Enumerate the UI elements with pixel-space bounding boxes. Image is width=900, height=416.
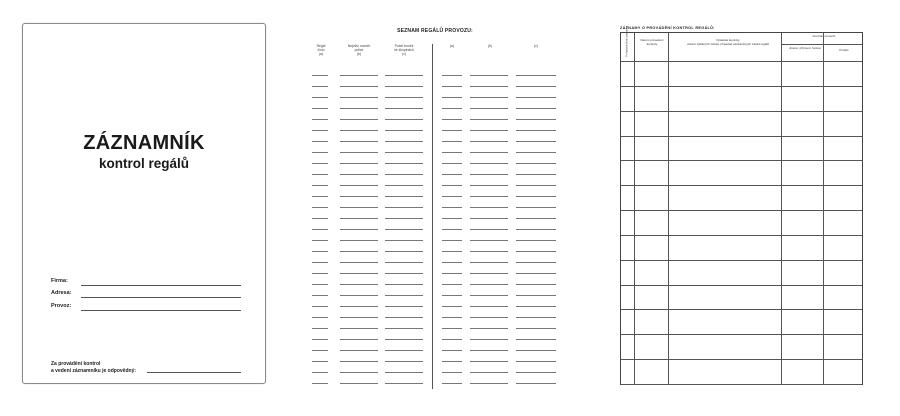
rack-list-entry-line[interactable] (385, 108, 423, 109)
rack-list-entry-line[interactable] (516, 306, 556, 307)
rack-list-entry-line[interactable] (470, 350, 508, 351)
rack-list-entry-line[interactable] (442, 284, 462, 285)
rack-list-entry-line[interactable] (312, 284, 328, 285)
records-row-line (621, 111, 862, 112)
rack-list-entry-line[interactable] (312, 130, 328, 131)
rack-list-entry-line[interactable] (470, 361, 508, 362)
rack-list-entry-line[interactable] (385, 119, 423, 120)
rack-list-entry-line[interactable] (340, 273, 378, 274)
rack-list-entry-line[interactable] (470, 273, 508, 274)
records-col-date: Datum provedení kontroly (640, 38, 664, 46)
rack-list-entry-line[interactable] (312, 339, 328, 340)
rack-list-entry-line[interactable] (470, 108, 508, 109)
rack-list-header-a2: (a) (449, 44, 455, 48)
rack-list-entry-line[interactable] (340, 295, 378, 296)
rack-list-entry-line[interactable] (516, 339, 556, 340)
records-page (604, 20, 872, 392)
rack-list-entry-line[interactable] (516, 163, 556, 164)
rack-list-entry-line[interactable] (442, 372, 462, 373)
rack-list-entry-line[interactable] (470, 86, 508, 87)
records-title: ZÁZNAMY O PROVÁDĚNÍ KONTROL REGÁLŮ: (620, 26, 715, 30)
rack-list-entry-line[interactable] (442, 240, 462, 241)
rack-list-entry-line[interactable] (442, 262, 462, 263)
responsible-line2: a vedení záznamníku je odpovědný: (51, 368, 137, 374)
records-row-line (621, 185, 862, 186)
rack-list-entry-line[interactable] (470, 196, 508, 197)
rack-list-entry-line[interactable] (312, 229, 328, 230)
rack-list-entry-line[interactable] (340, 350, 378, 351)
rack-list-entry-line[interactable] (340, 328, 378, 329)
rack-list-entry-line[interactable] (312, 108, 328, 109)
rack-list-entry-line[interactable] (442, 317, 462, 318)
rack-list-entry-line[interactable] (385, 328, 423, 329)
rack-list-entry-line[interactable] (516, 152, 556, 153)
rack-list-entry-line[interactable] (340, 163, 378, 164)
rack-list-entry-line[interactable] (385, 185, 423, 186)
rack-list-entry-line[interactable] (470, 218, 508, 219)
rack-list-entry-line[interactable] (442, 97, 462, 98)
rack-list-entry-line[interactable] (385, 295, 423, 296)
rack-list-entry-line[interactable] (516, 97, 556, 98)
rack-list-entry-line[interactable] (340, 207, 378, 208)
rack-list-entry-line[interactable] (385, 207, 423, 208)
rack-list-entry-line[interactable] (312, 251, 328, 252)
rack-list-header-b2: (b) (487, 44, 493, 48)
rack-list-entry-line[interactable] (516, 295, 556, 296)
rack-list-entry-line[interactable] (516, 86, 556, 87)
rack-list-entry-line[interactable] (312, 196, 328, 197)
rack-list-entry-line[interactable] (516, 185, 556, 186)
rack-list-title: SEZNAM REGÁLŮ PROVOZU: (397, 28, 473, 34)
rack-list-entry-line[interactable] (470, 284, 508, 285)
rack-list-entry-line[interactable] (470, 185, 508, 186)
rack-list-header-a: Regál číslo (a) (316, 44, 326, 57)
rack-list-entry-line[interactable] (470, 163, 508, 164)
rack-list-entry-line[interactable] (385, 372, 423, 373)
field-operation-line (81, 310, 241, 311)
rack-list-entry-line[interactable] (470, 339, 508, 340)
rack-list-entry-line[interactable] (442, 218, 462, 219)
rack-list-entry-line[interactable] (385, 284, 423, 285)
records-col-number: Pořadové číslo záznamu (624, 25, 629, 57)
records-row-line (621, 160, 862, 161)
rack-list-entry-line[interactable] (312, 207, 328, 208)
rack-list-entry-line[interactable] (516, 273, 556, 274)
rack-list-entry-line[interactable] (470, 75, 508, 76)
rack-list-entry-line[interactable] (516, 262, 556, 263)
rack-list-entry-line[interactable] (516, 75, 556, 76)
rack-list-entry-line[interactable] (385, 251, 423, 252)
rack-list-entry-line[interactable] (340, 174, 378, 175)
rack-list-entry-line[interactable] (385, 339, 423, 340)
rack-list-entry-line[interactable] (340, 240, 378, 241)
records-row-line (621, 260, 862, 261)
rack-list-entry-line[interactable] (442, 86, 462, 87)
rack-list-entry-line[interactable] (385, 350, 423, 351)
field-company-label: Firma: (51, 278, 68, 284)
rack-list-entry-line[interactable] (385, 86, 423, 87)
records-col-name: Jméno, příjmení, funkce (788, 46, 821, 50)
rack-list-entry-line[interactable] (312, 240, 328, 241)
rack-list-entry-line[interactable] (470, 306, 508, 307)
rack-list-entry-line[interactable] (442, 141, 462, 142)
rack-list-entry-line[interactable] (516, 174, 556, 175)
rack-list-entry-line[interactable] (442, 163, 462, 164)
rack-list-entry-line[interactable] (516, 251, 556, 252)
rack-list-entry-line[interactable] (470, 262, 508, 263)
rack-list-entry-line[interactable] (312, 163, 328, 164)
rack-list-entry-line[interactable] (470, 383, 508, 384)
rack-list-entry-line[interactable] (516, 361, 556, 362)
rack-list-entry-line[interactable] (385, 130, 423, 131)
rack-list-entry-line[interactable] (340, 152, 378, 153)
rack-list-entry-line[interactable] (442, 119, 462, 120)
rack-list-entry-line[interactable] (442, 339, 462, 340)
rack-list-entry-line[interactable] (442, 174, 462, 175)
rack-list-entry-line[interactable] (312, 262, 328, 263)
rack-list-entry-line[interactable] (516, 240, 556, 241)
rack-list-entry-line[interactable] (516, 383, 556, 384)
rack-list-entry-line[interactable] (340, 75, 378, 76)
rack-list-entry-line[interactable] (312, 317, 328, 318)
rack-list-entry-line[interactable] (442, 185, 462, 186)
rack-list-entry-line[interactable] (340, 339, 378, 340)
rack-list-page (300, 20, 570, 392)
rack-list-entry-line[interactable] (442, 350, 462, 351)
field-company-line (81, 285, 241, 286)
rack-list-entry-line[interactable] (312, 185, 328, 186)
rack-list-entry-line[interactable] (516, 218, 556, 219)
rack-list-entry-line[interactable] (516, 328, 556, 329)
rack-list-entry-line[interactable] (470, 207, 508, 208)
rack-list-entry-line[interactable] (385, 174, 423, 175)
responsible-block[interactable] (51, 361, 241, 375)
rack-list-entry-line[interactable] (442, 295, 462, 296)
rack-list-entry-line[interactable] (385, 262, 423, 263)
rack-list-entry-line[interactable] (470, 97, 508, 98)
rack-list-entry-line[interactable] (470, 372, 508, 373)
cover-title: ZÁZNAMNÍK (83, 132, 205, 154)
field-address-label: Adresa: (51, 290, 72, 296)
rack-list-entry-line[interactable] (516, 207, 556, 208)
rack-list-entry-line[interactable] (385, 196, 423, 197)
rack-list-entry-line[interactable] (340, 130, 378, 131)
rack-list-entry-line[interactable] (340, 372, 378, 373)
rack-list-entry-line[interactable] (385, 229, 423, 230)
rack-list-entry-line[interactable] (516, 130, 556, 131)
records-header-split (781, 44, 862, 45)
rack-list-entry-line[interactable] (340, 196, 378, 197)
rack-list-entry-line[interactable] (340, 317, 378, 318)
rack-list-entry-line[interactable] (385, 383, 423, 384)
records-row-line (621, 309, 862, 310)
rack-list-entry-line[interactable] (442, 328, 462, 329)
records-row-line (621, 285, 862, 286)
rack-list-entry-line[interactable] (340, 306, 378, 307)
rack-list-entry-line[interactable] (442, 361, 462, 362)
rack-list-entry-line[interactable] (312, 372, 328, 373)
rack-list-entry-line[interactable] (442, 196, 462, 197)
rack-list-entry-line[interactable] (312, 295, 328, 296)
rack-list-entry-line[interactable] (340, 229, 378, 230)
rack-list-entry-line[interactable] (470, 174, 508, 175)
rack-list-entry-line[interactable] (385, 152, 423, 153)
rack-list-entry-line[interactable] (385, 361, 423, 362)
rack-list-header-b: Nejvšší rozměr police (b) (347, 44, 371, 57)
rack-list-entry-line[interactable] (470, 119, 508, 120)
rack-list-entry-line[interactable] (312, 174, 328, 175)
rack-list-entry-line[interactable] (312, 273, 328, 274)
rack-list-entry-line[interactable] (442, 229, 462, 230)
rack-list-entry-line[interactable] (442, 75, 462, 76)
records-row-line (621, 61, 862, 62)
rack-list-entry-line[interactable] (385, 240, 423, 241)
rack-list-entry-line[interactable] (470, 240, 508, 241)
rack-list-entry-line[interactable] (516, 119, 556, 120)
rack-list-entry-line[interactable] (340, 119, 378, 120)
rack-list-entry-line[interactable] (312, 306, 328, 307)
records-row-line (621, 86, 862, 87)
rack-list-entry-line[interactable] (312, 75, 328, 76)
rack-list-entry-line[interactable] (516, 372, 556, 373)
rack-list-entry-line[interactable] (442, 306, 462, 307)
rack-list-entry-line[interactable] (340, 97, 378, 98)
responsible-line1: Za provádění kontrol (51, 361, 101, 367)
field-address[interactable] (51, 290, 241, 302)
rack-list-entry-line[interactable] (340, 141, 378, 142)
rack-list-entry-line[interactable] (442, 251, 462, 252)
field-operation[interactable] (51, 303, 241, 315)
records-row-line (621, 210, 862, 211)
rack-list-entry-line[interactable] (312, 86, 328, 87)
rack-list-entry-line[interactable] (385, 163, 423, 164)
rack-list-entry-line[interactable] (312, 97, 328, 98)
rack-list-entry-line[interactable] (470, 141, 508, 142)
records-row-line (621, 359, 862, 360)
rack-list-entry-line[interactable] (470, 130, 508, 131)
rack-list-entry-line[interactable] (340, 361, 378, 362)
field-company[interactable] (51, 278, 241, 290)
rack-list-entry-line[interactable] (385, 317, 423, 318)
records-col-by: Kontrolu provedl: (812, 34, 836, 38)
rack-list-entry-line[interactable] (516, 317, 556, 318)
records-col-result: Výsledek kontroly, včetně zjištěných závad, případně odstraněných závad regálů (686, 38, 770, 46)
rack-list-divider (432, 44, 433, 389)
rack-list-entry-line[interactable] (442, 108, 462, 109)
rack-list-entry-line[interactable] (340, 185, 378, 186)
rack-list-entry-line[interactable] (312, 328, 328, 329)
field-operation-label: Provoz: (51, 303, 72, 309)
rack-list-entry-line[interactable] (470, 317, 508, 318)
rack-list-entry-line[interactable] (470, 328, 508, 329)
records-row-line (621, 235, 862, 236)
rack-list-entry-line[interactable] (340, 218, 378, 219)
rack-list-entry-line[interactable] (470, 152, 508, 153)
records-col-sign: Podpis (839, 48, 849, 52)
rack-list-entry-line[interactable] (385, 141, 423, 142)
rack-list-entry-line[interactable] (516, 284, 556, 285)
rack-list-entry-line[interactable] (312, 350, 328, 351)
responsible-line (147, 372, 241, 373)
rack-list-entry-line[interactable] (442, 273, 462, 274)
rack-list-entry-line[interactable] (385, 75, 423, 76)
rack-list-entry-line[interactable] (442, 207, 462, 208)
rack-list-entry-line[interactable] (312, 361, 328, 362)
records-row-line (621, 384, 862, 385)
rack-list-entry-line[interactable] (340, 86, 378, 87)
rack-list-entry-line[interactable] (312, 218, 328, 219)
rack-list-entry-line[interactable] (470, 251, 508, 252)
rack-list-entry-line[interactable] (516, 229, 556, 230)
rack-list-entry-line[interactable] (312, 383, 328, 384)
rack-list-entry-line[interactable] (470, 295, 508, 296)
rack-list-header-c: Počet buněk ve skupinách (c) (394, 44, 414, 57)
rack-list-entry-line[interactable] (516, 350, 556, 351)
rack-list-entry-line[interactable] (470, 229, 508, 230)
rack-list-entry-line[interactable] (340, 262, 378, 263)
rack-list-entry-line[interactable] (442, 130, 462, 131)
rack-list-entry-line[interactable] (340, 383, 378, 384)
rack-list-entry-line[interactable] (385, 97, 423, 98)
rack-list-entry-line[interactable] (385, 306, 423, 307)
cover-subtitle: kontrol regálů (98, 156, 189, 171)
rack-list-entry-line[interactable] (340, 251, 378, 252)
rack-list-header-c2: (c) (534, 44, 538, 48)
rack-list-entry-line[interactable] (442, 383, 462, 384)
rack-list-entry-line[interactable] (312, 141, 328, 142)
rack-list-entry-line[interactable] (516, 196, 556, 197)
records-row-line (621, 136, 862, 137)
rack-list-entry-line[interactable] (442, 152, 462, 153)
rack-list-entry-line[interactable] (340, 284, 378, 285)
cover-page (22, 23, 266, 384)
rack-list-entry-line[interactable] (312, 119, 328, 120)
rack-list-entry-line[interactable] (385, 218, 423, 219)
records-row-line (621, 334, 862, 335)
rack-list-entry-line[interactable] (312, 152, 328, 153)
rack-list-entry-line[interactable] (516, 108, 556, 109)
rack-list-entry-line[interactable] (516, 141, 556, 142)
field-address-line (81, 297, 241, 298)
rack-list-entry-line[interactable] (385, 273, 423, 274)
rack-list-entry-line[interactable] (340, 108, 378, 109)
